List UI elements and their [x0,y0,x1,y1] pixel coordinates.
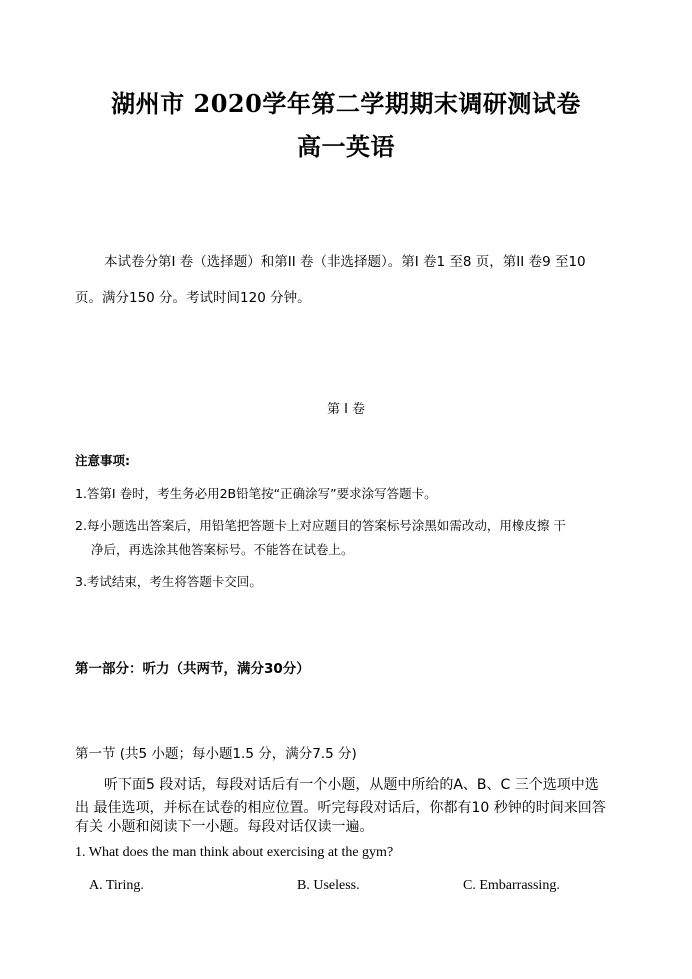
notice-heading: 注意事项: [75,453,130,468]
notice-item-3: 3.考试结束，考生将答题卡交回。 [75,574,262,589]
question-1-option-b: B. Useless. [297,878,360,893]
volume-heading: 第 I 卷 [326,402,366,417]
section1-instruction-line-1: 听下面5 段对话，每段对话后有一个小题，从题中所给的A、B、C 三个选项中选 [104,777,599,793]
section1-instruction-line-2: 出 最佳选项，并标在试卷的相应位置。听完每段对话后，你都有10 秒钟的时间来回答 [75,800,606,816]
notice-item-2-line-1: 2.每小题选出答案后，用铅笔把答题卡上对应题目的答案标号涂黑如需改动，用橡皮擦 干 [75,518,566,533]
section1-heading: 第一节 (共5 小题；每小题1.5 分，满分7.5 分) [75,746,357,762]
question-1-text: 1. What does the man think about exercising at the gym? [75,845,394,860]
notice-item-1: 1.答第I 卷时，考生务必用2B铅笔按“正确涂写”要求涂写答题卡。 [75,486,437,501]
intro-line-1: 本试卷分第I 卷（选择题）和第II 卷（非选择题）。第I 卷1 至8 页，第II 卷9 至10 [104,254,586,270]
question-1-option-c: C. Embarrassing. [463,878,560,893]
exam-subject: 高一英语 [297,132,395,161]
question-1-option-a: A. Tiring. [89,878,144,893]
section1-instruction-line-3: 有关 小题和阅读下一小题。每段对话仅读一遍。 [75,819,374,835]
part1-heading: 第一部分：听力（共两节，满分30分） [75,661,310,677]
notice-item-2-line-2: 净后，再选涂其他答案标号。不能答在试卷上。 [91,542,354,557]
exam-title: 湖州市 2020学年第二学期期末调研测试卷 [111,89,581,118]
intro-line-2: 页。满分150 分。考试时间120 分钟。 [75,290,311,306]
